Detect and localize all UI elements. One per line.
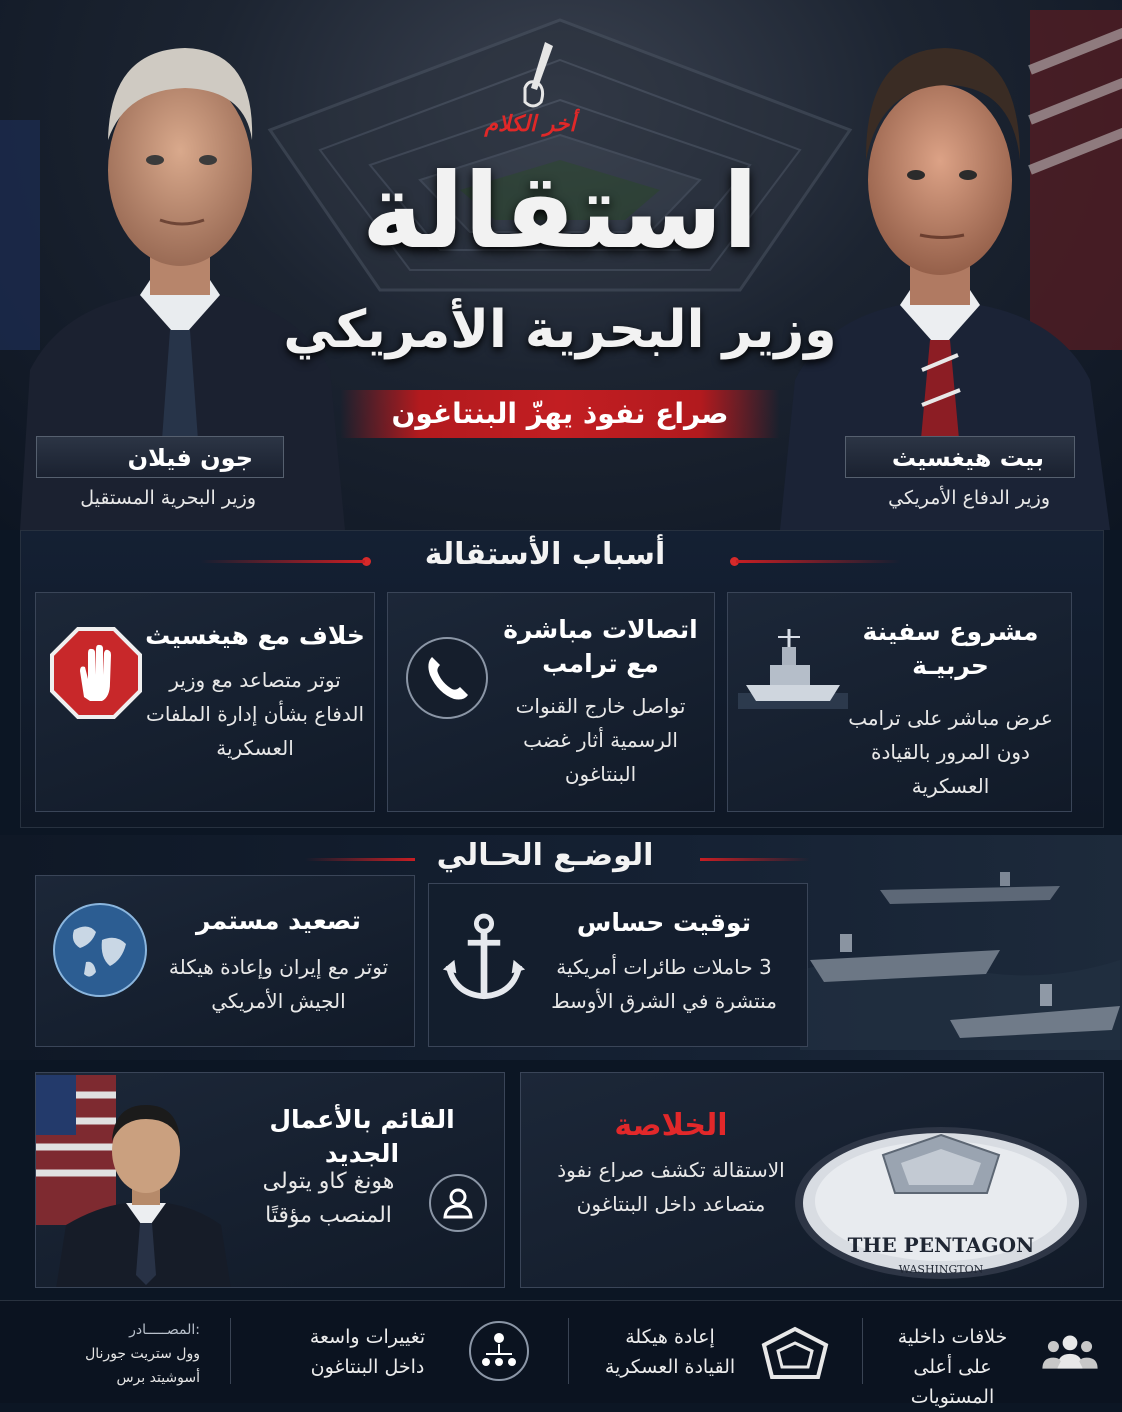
bottom-item-line2: القيادة العسكرية <box>604 1356 736 1378</box>
reason-card-text: تواصل خارج القنوات الرسمية أثار غضب البنتاغون <box>515 694 686 786</box>
hero-section <box>0 0 1122 530</box>
bottom-item-text <box>280 1322 455 1382</box>
globe-icon <box>50 900 150 1000</box>
phone-icon <box>402 633 492 723</box>
acting-text: هونغ كاو يتولى المنصب مؤقتًا <box>262 1169 395 1228</box>
source-item: أسوشيتد برس <box>116 1370 200 1386</box>
bottom-separator <box>568 1318 569 1384</box>
main-title: استقالة <box>361 150 759 272</box>
bottom-item-text <box>870 1322 1035 1412</box>
bottom-item-line1: إعادة هيكلة <box>625 1326 715 1348</box>
anchor-icon <box>441 908 527 1008</box>
sources-label: :المصـــــادر <box>129 1322 200 1338</box>
summary-text: الاستقالة تكشف صراع نفوذ متصاعد داخل البنتاغون <box>557 1158 785 1216</box>
brand-logo: أخر الكلام <box>484 112 576 137</box>
bottom-item-line1: خلافات داخلية <box>897 1326 1008 1348</box>
status-heading: الوضـع الحـالي <box>436 838 654 873</box>
headline-banner: صراع نفوذ يهزّ البنتاغون <box>340 390 780 438</box>
sub-title: وزير البحرية الأمريكي <box>283 300 837 360</box>
hung-cao-portrait <box>36 1073 236 1287</box>
role-right: وزير الدفاع الأمريكي <box>888 487 1050 509</box>
status-card-text: توتر مع إيران وإعادة هيكلة الجيش الأمريكي <box>168 955 389 1013</box>
pentagon-icon <box>760 1325 830 1381</box>
group-icon <box>1040 1330 1100 1376</box>
heading-rule-right <box>736 560 901 563</box>
acting-card <box>35 1072 505 1288</box>
reason-card-text: توتر متصاعد مع وزير الدفاع بشأن إدارة الملفات العسكرية <box>145 668 365 760</box>
reason-card-dispute <box>35 592 375 812</box>
pen-hand-icon <box>515 40 565 112</box>
heading-rule-left <box>200 560 365 563</box>
bottom-item-line2: داخل البنتاغون <box>310 1356 425 1378</box>
status-card-text: 3 حاملات طائرات أمريكية منتشرة في الشرق الأوسط <box>551 955 777 1013</box>
reason-card-title: اتصالات مباشرة مع ترامب <box>503 615 698 678</box>
reason-card-title: مشروع سفينة حربيـة <box>862 617 1039 680</box>
status-card-timing <box>428 883 808 1047</box>
reason-card-title: خلاف مع هيغسيث <box>145 621 365 650</box>
bottom-separator <box>230 1318 231 1384</box>
stop-hand-icon <box>50 627 142 719</box>
reasons-heading: أسباب الأستقالة <box>424 537 666 572</box>
reason-card-text: عرض مباشر على ترامب دون المرور بالقيادة العسكرية <box>848 706 1053 798</box>
name-plate-right: بيت هيغسيث <box>845 436 1075 478</box>
sources-block <box>20 1318 200 1390</box>
role-left: وزير البحرية المستقيل <box>80 487 256 509</box>
status-card-escalation <box>35 875 415 1047</box>
pentagon-seal <box>791 1113 1091 1283</box>
person-icon <box>428 1173 488 1233</box>
seal-subtext: WASHINGTON <box>898 1263 984 1276</box>
bottom-separator <box>862 1318 863 1384</box>
warship-icon <box>738 623 848 723</box>
bottom-item-line1: تغييرات واسعة <box>309 1326 426 1348</box>
bottom-item-text <box>585 1322 755 1382</box>
carriers-image <box>800 850 1120 1050</box>
heading-rule-right <box>700 858 810 861</box>
name-plate-left: جون فيلان <box>36 436 284 478</box>
status-card-title: تصعيد مستمر <box>196 906 361 935</box>
seal-text: THE PENTAGON <box>847 1233 1035 1257</box>
reason-card-warship <box>727 592 1072 812</box>
acting-title: القائم بالأعمال الجديد <box>269 1105 455 1168</box>
hierarchy-icon <box>468 1320 530 1382</box>
bottom-item-line2: على أعلى المستويات <box>910 1356 995 1408</box>
heading-rule-left <box>305 858 415 861</box>
source-item: وول ستريت جورنال <box>85 1346 200 1362</box>
status-card-title: توقيت حساس <box>576 908 752 937</box>
summary-title: الخلاصة <box>614 1108 728 1143</box>
reason-card-phone <box>387 592 715 812</box>
summary-card <box>520 1072 1104 1288</box>
